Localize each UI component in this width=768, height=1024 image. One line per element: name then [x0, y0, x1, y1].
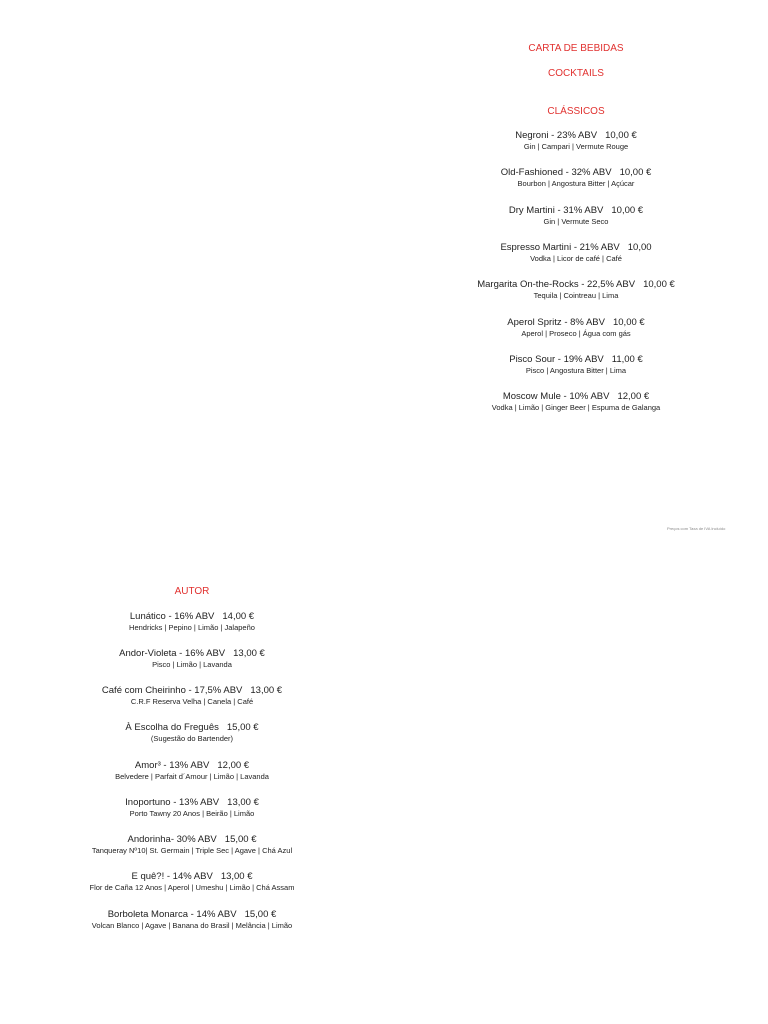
price-footnote: Preços com Taxa de IVA Incluído	[667, 526, 726, 531]
item-price: 13,00 €	[220, 871, 253, 882]
item-description: Gin | Vermute Seco	[543, 217, 609, 226]
item-description: C.R.F Reserva Velha | Canela | Café	[130, 697, 254, 706]
item-name: E quê?! - 14% ABV	[131, 871, 213, 882]
item-description: Vodka | Licor de café | Café	[530, 254, 622, 263]
list-item	[72, 722, 312, 744]
item-description: Vodka | Limão | Ginger Beer | Espuma de Galanga	[491, 403, 661, 412]
item-name: Dry Martini - 31% ABV	[508, 205, 604, 216]
item-price: 10,00 €	[611, 205, 644, 216]
item-description: Gin | Campari | Vermute Rouge	[523, 142, 629, 151]
list-item	[466, 279, 686, 301]
menu-subtitle: COCKTAILS	[548, 68, 604, 79]
item-name: Margarita On-the-Rocks - 22,5% ABV	[477, 279, 636, 290]
item-price: 10,00	[627, 242, 652, 253]
item-description: Tanqueray Nº10| St. Germain | Triple Sec | Agave | Chá Azul	[91, 846, 293, 855]
item-description: Pisco | Limão | Lavanda	[152, 660, 232, 669]
item-price: 14,00 €	[222, 611, 255, 622]
list-item	[72, 685, 312, 707]
item-price: 10,00 €	[643, 279, 675, 290]
list-item	[72, 871, 312, 893]
item-price: 13,00 €	[250, 685, 283, 696]
item-price: 15,00 €	[244, 909, 277, 920]
item-name: Borboleta Monarca - 14% ABV	[107, 909, 237, 920]
list-item	[72, 909, 312, 931]
item-description: Tequila | Cointreau | Lima	[533, 291, 619, 300]
item-price: 12,00 €	[217, 760, 250, 771]
section-heading-autor: AUTOR	[174, 586, 210, 597]
list-item	[72, 834, 312, 856]
item-price: 11,00 €	[611, 354, 643, 365]
list-item	[72, 611, 312, 633]
list-item	[466, 205, 686, 227]
list-item	[466, 242, 686, 264]
item-description: Belvedere | Parfait d´Amour | Limão | Lavanda	[115, 772, 269, 781]
item-name: Aperol Spritz - 8% ABV	[507, 317, 605, 328]
item-name: Inoportuno - 13% ABV	[125, 797, 220, 808]
item-description: Aperol | Proseco | Água com gás	[521, 329, 631, 338]
list-item	[72, 760, 312, 782]
item-price: 10,00 €	[619, 167, 652, 178]
item-description: (Sugestão do Bartender)	[150, 734, 234, 743]
section-heading-classicos: CLÁSSICOS	[547, 106, 605, 117]
item-price: 15,00 €	[224, 834, 257, 845]
item-name: Amor³ - 13% ABV	[134, 760, 210, 771]
item-name: Andorinha- 30% ABV	[127, 834, 217, 845]
item-name: Café com Cheirinho - 17,5% ABV	[101, 685, 243, 696]
item-description: Bourbon | Angostura Bitter | Açúcar	[517, 179, 635, 188]
item-description: Pisco | Angostura Bitter | Lima	[525, 366, 627, 375]
item-description: Flor de Caña 12 Anos | Aperol | Umeshu | Limão | Chá Assam	[89, 883, 295, 892]
item-name: Espresso Martini - 21% ABV	[500, 242, 620, 253]
item-name: Lunático - 16% ABV	[129, 611, 215, 622]
item-name: Old-Fashioned - 32% ABV	[500, 167, 612, 178]
list-item	[466, 391, 686, 413]
list-item	[466, 130, 686, 152]
list-item	[466, 167, 686, 189]
item-name: Andor-Violeta - 16% ABV	[119, 648, 226, 659]
list-item	[466, 317, 686, 339]
item-price: 15,00 €	[226, 722, 259, 733]
item-price: 13,00 €	[233, 648, 265, 659]
item-name: Negroni - 23% ABV	[515, 130, 598, 141]
item-price: 10,00 €	[612, 317, 645, 328]
item-name: Moscow Mule - 10% ABV	[502, 391, 610, 402]
item-price: 13,00 €	[227, 797, 259, 808]
list-item	[72, 797, 312, 819]
list-item	[466, 354, 686, 376]
item-name: Pisco Sour - 19% ABV	[509, 354, 604, 365]
item-description: Volcan Blanco | Agave | Banana do Brasil | Melância | Limão	[91, 921, 293, 930]
menu-title: CARTA DE BEBIDAS	[528, 43, 624, 54]
list-item	[72, 648, 312, 670]
item-price: 10,00 €	[605, 130, 637, 141]
item-price: 12,00 €	[617, 391, 650, 402]
item-description: Porto Tawny 20 Anos | Beirão | Limão	[129, 809, 255, 818]
item-description: Hendricks | Pepino | Limão | Jalapeño	[129, 623, 255, 632]
item-name: À Escolha do Freguês	[125, 722, 219, 733]
